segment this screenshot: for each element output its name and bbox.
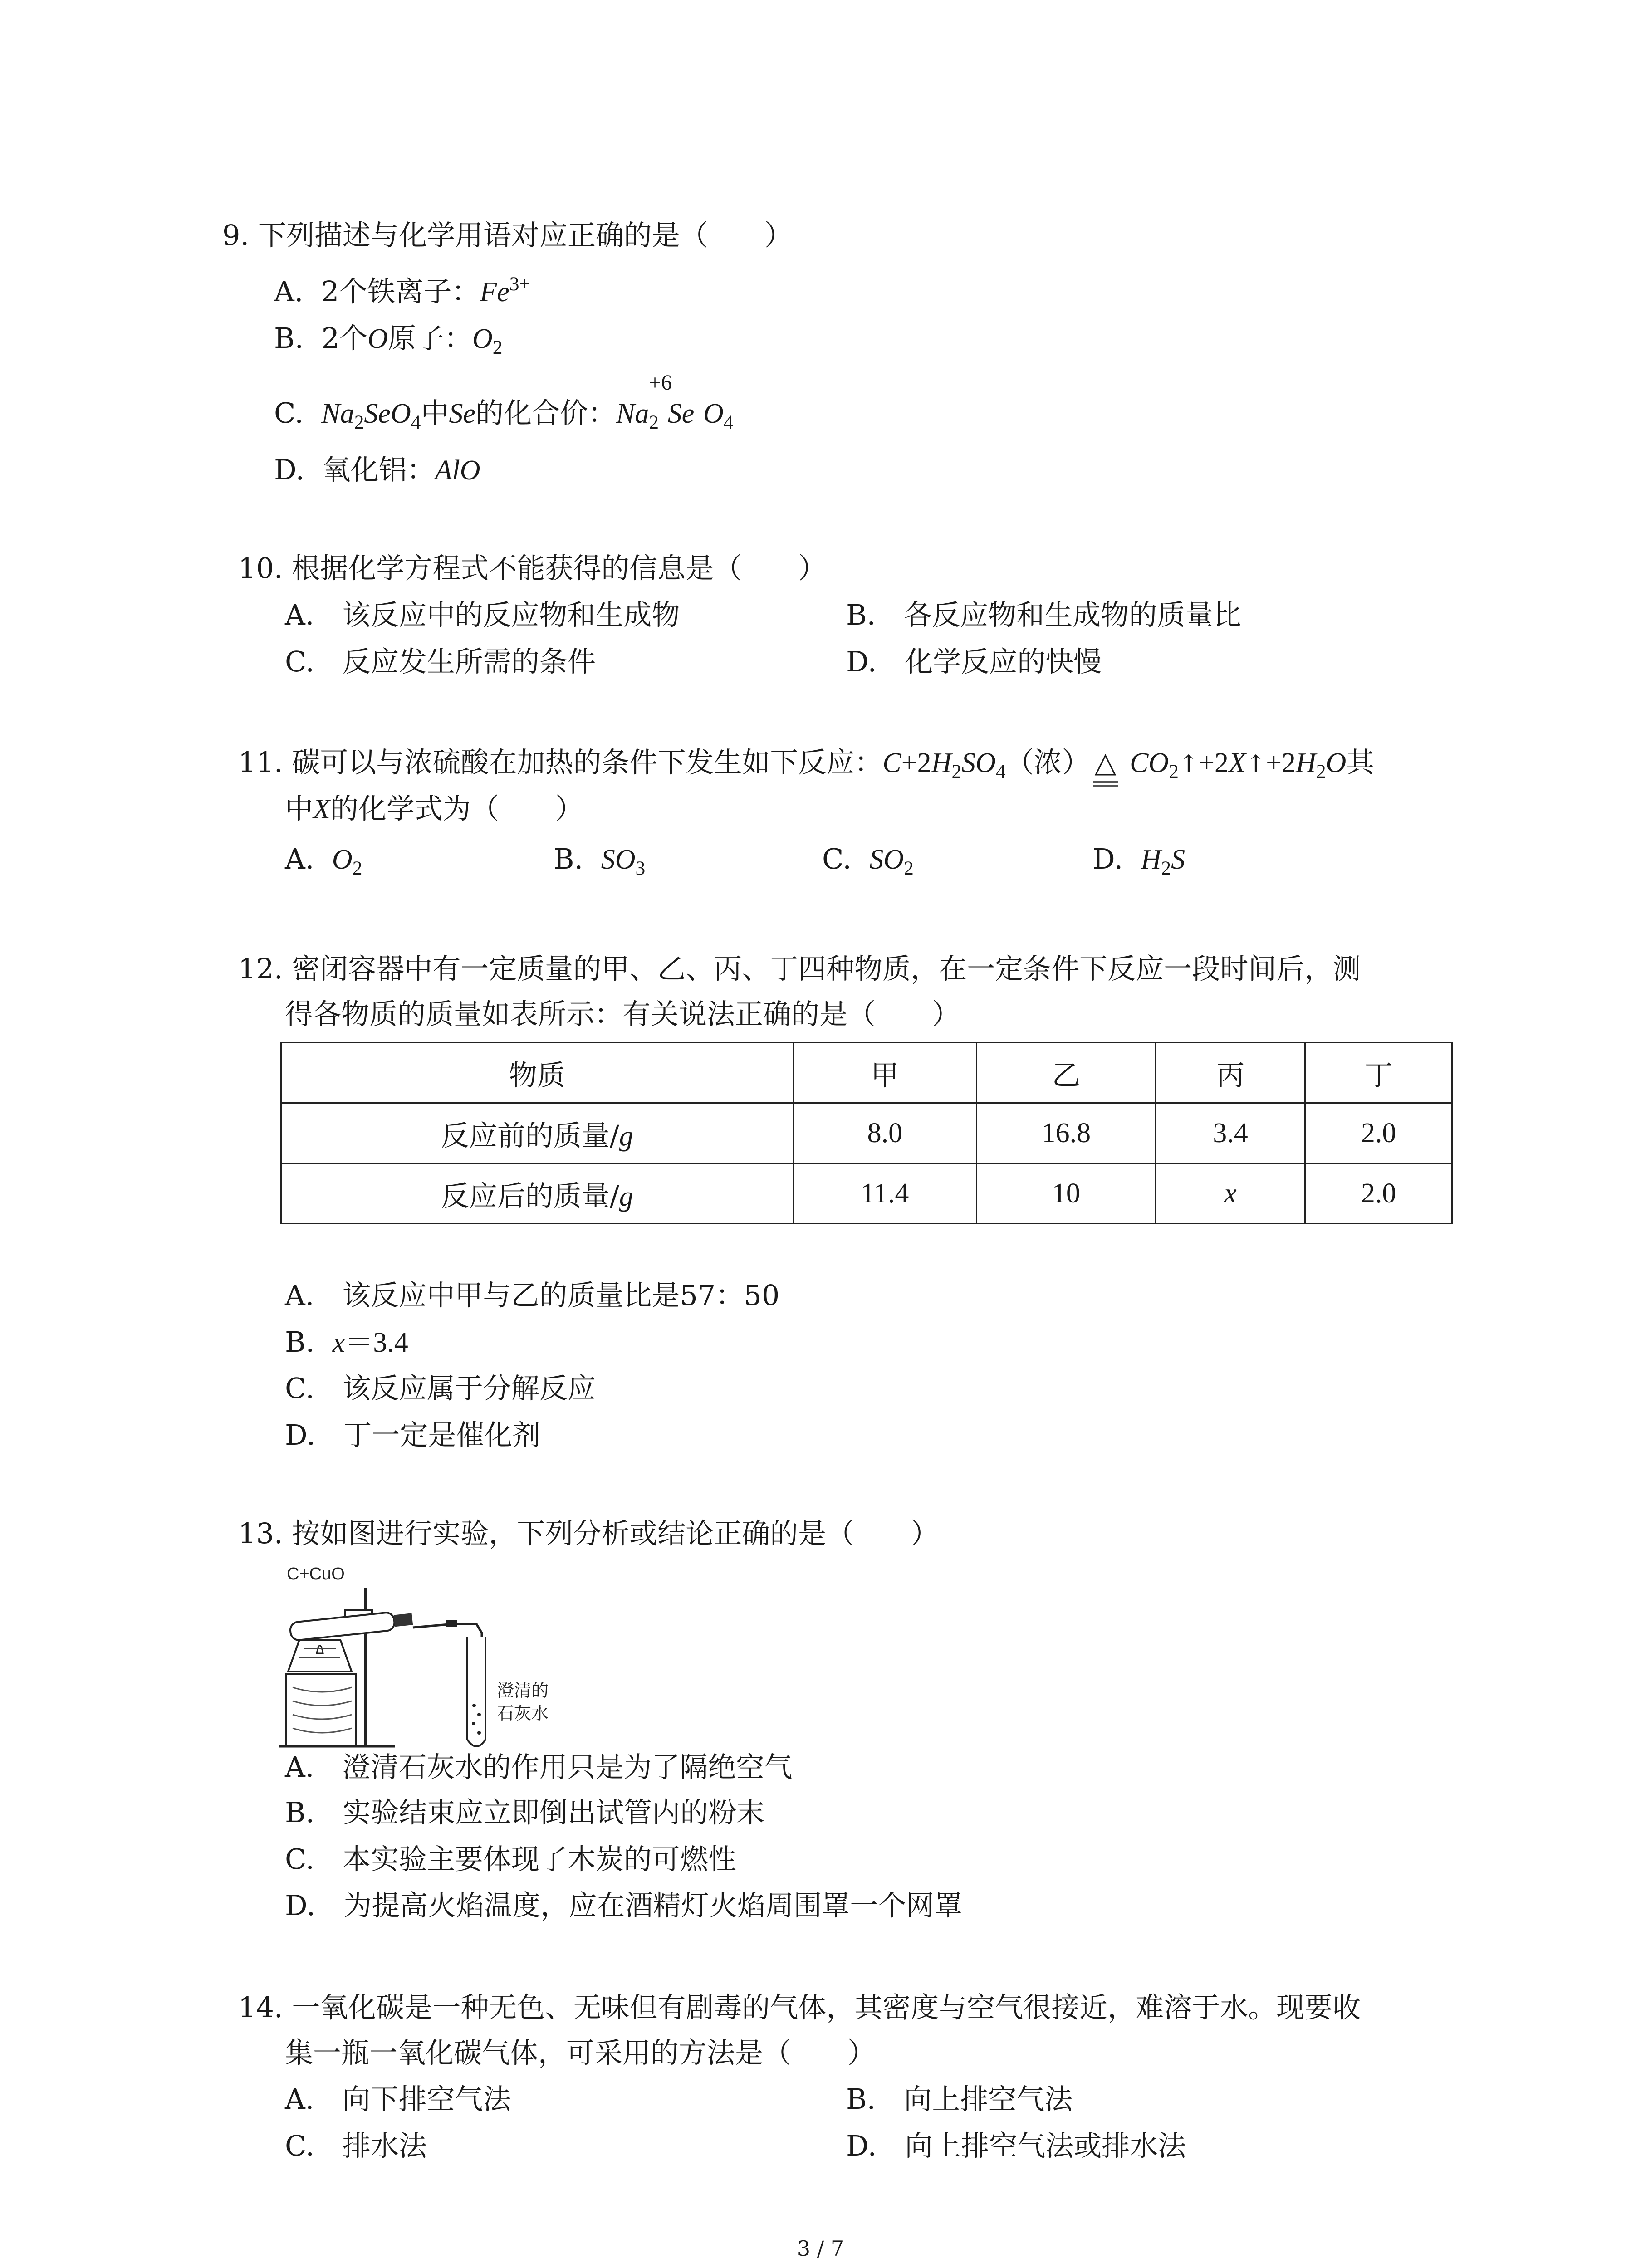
mass-table [280, 1042, 1453, 1224]
table-header-cell: 甲 [793, 1043, 977, 1103]
q11-option-b: B. $SO_3$ [554, 842, 646, 880]
table-header-row [281, 1043, 1452, 1103]
table-header-cell: 乙 [977, 1043, 1156, 1103]
question-14-stem-line1: 14. 一氧化碳是一种无色、无味但有剧毒的气体，其密度与空气很接近，难溶于水。现要收 [238, 1991, 1361, 2024]
q9-option-b: B. 2个O原子：$O_2$ [274, 322, 503, 359]
table-header-cell: 丙 [1156, 1043, 1305, 1103]
q13-option-d: D. 为提高火焰温度，应在酒精灯火焰周围罩一个网罩 [285, 1889, 963, 1922]
reactants-label: C+CuO [287, 1564, 345, 1584]
question-10-stem: 10. 根据化学方程式不能获得的信息是（ ） [238, 552, 827, 585]
q9-option-a: A. 2个铁离子：$Fe^{3+}$ [274, 273, 530, 308]
q12-option-b: B. x＝3.4 [285, 1325, 408, 1359]
question-14-stem-line2: 集一瓶一氧化碳气体，可采用的方法是（ ） [285, 2036, 876, 2069]
alcohol-lamp [286, 1674, 356, 1746]
q14-option-d: D. 向上排空气法或排水法 [846, 2129, 1186, 2162]
stopper [394, 1613, 413, 1627]
page-number: 3 / 7 [797, 2236, 844, 2261]
table-cell: 11.4 [793, 1163, 977, 1224]
tube-joint [446, 1620, 457, 1627]
table-cell: 2.0 [1305, 1103, 1452, 1163]
question-12-stem-line1: 12. 密闭容器中有一定质量的甲、乙、丙、丁四种物质，在一定条件下反应一段时间后，测 [238, 952, 1361, 985]
q9-valence-mark: +6 [649, 371, 672, 395]
table-header-cell: 物质 [281, 1043, 794, 1103]
limewater-label-1: 澄清的 [497, 1681, 549, 1701]
question-11-stem-line2: 中X的化学式为（ ） [285, 792, 583, 825]
table-cell: 8.0 [793, 1103, 977, 1163]
row-label: 反应前的质量/g [281, 1103, 794, 1163]
experiment-apparatus-figure [272, 1560, 590, 1760]
q12-option-d: D. 丁一定是催化剂 [285, 1418, 541, 1452]
question-9-stem: 9. 下列描述与化学用语对应正确的是（ ） [222, 219, 793, 252]
limewater-tube [467, 1637, 485, 1746]
q12-option-a: A. 该反应中甲与乙的质量比是57：50 [285, 1279, 780, 1312]
q12-option-c: C. 该反应属于分解反应 [285, 1372, 596, 1405]
table-cell: 16.8 [977, 1103, 1156, 1163]
q14-option-b: B. 向上排空气法 [846, 2082, 1073, 2116]
limewater-label-2: 石灰水 [497, 1704, 549, 1723]
table-cell: 10 [977, 1163, 1156, 1224]
table-row [281, 1163, 1452, 1224]
table-cell: 2.0 [1305, 1163, 1452, 1224]
q14-option-a: A. 向下排空气法 [285, 2082, 511, 2116]
q10-option-a: A. 该反应中的反应物和生成物 [285, 598, 680, 631]
row-label: 反应后的质量/g [281, 1163, 794, 1224]
q13-option-b: B. 实验结束应立即倒出试管内的粉末 [285, 1796, 765, 1829]
q13-option-a: A. 澄清石灰水的作用只是为了隔绝空气 [285, 1750, 793, 1784]
q9-option-c: C. $Na_2SeO_4$中Se的化合价：$Na_2$ Se $O_4$ [274, 396, 734, 434]
q13-option-c: C. 本实验主要体现了木炭的可燃性 [285, 1843, 736, 1876]
q11-option-c: C. $SO_2$ [822, 842, 914, 880]
table-cell: x [1156, 1163, 1305, 1224]
q10-option-b: B. 各反应物和生成物的质量比 [846, 598, 1242, 631]
question-13-stem: 13. 按如图进行实验，下列分析或结论正确的是（ ） [238, 1517, 939, 1550]
heating-condition-icon: △ [1090, 748, 1121, 777]
question-12-stem-line2: 得各物质的质量如表所示：有关说法正确的是（ ） [285, 997, 960, 1031]
q10-option-c: C. 反应发生所需的条件 [285, 645, 596, 678]
q9-option-d: D. 氧化铝：AlO [274, 453, 480, 486]
q14-option-c: C. 排水法 [285, 2129, 427, 2162]
question-11-stem-line1: 11. 碳可以与浓硫酸在加热的条件下发生如下反应：$C+2H_2SO_4$（浓） △ $CO_2↑+2X↑+2H_2O$其 [238, 748, 1374, 782]
table-row [281, 1103, 1452, 1163]
q10-option-d: D. 化学反应的快慢 [846, 645, 1102, 678]
q11-option-d: D. $H_2S$ [1092, 842, 1185, 880]
table-header-cell: 丁 [1305, 1043, 1452, 1103]
table-cell: 3.4 [1156, 1103, 1305, 1163]
q11-option-a: A. $O_2$ [285, 842, 362, 880]
